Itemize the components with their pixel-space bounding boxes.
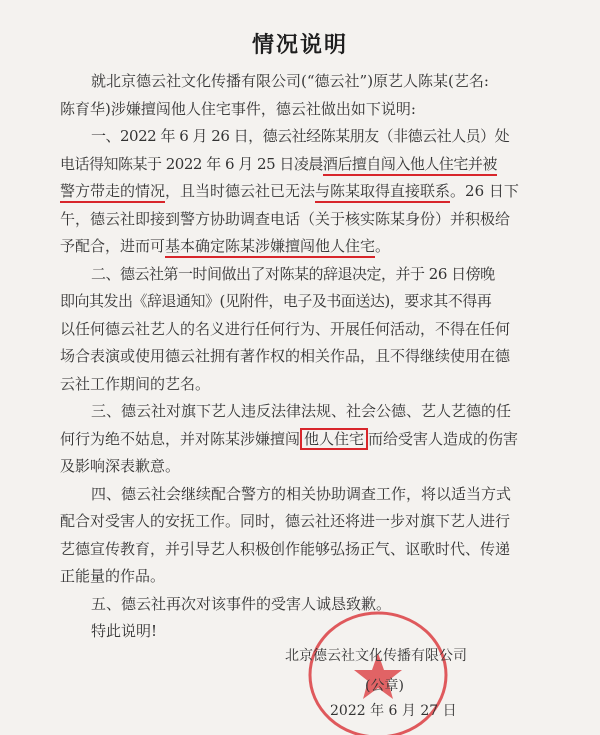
seal-label: (公章): [365, 678, 404, 694]
paragraph-line-highlighted: 电话得知陈某于 2022 年 6 月 25 日凌晨酒后擅自闯入他人住宅并被: [60, 151, 538, 179]
highlight-underline: 酒后擅自闯入他人住宅并被: [323, 155, 497, 176]
paragraph-line: 艺德宣传教育，并引导艺人积极创作能够弘扬正气、讴歌时代、传递: [60, 539, 511, 558]
paragraph-line-highlighted: 何行为绝不姑息，并对陈某涉嫌擅闯 他人住宅 而给受害人造成的伤害: [60, 429, 519, 448]
paragraph-line: 午，德云社即接到警方协助调查电话（关于核实陈某身份）并积极给: [60, 209, 511, 228]
paragraph-line: 及影响深表歉意。: [60, 457, 181, 475]
document-title: 情况说明: [251, 32, 348, 58]
paragraph-line: 二、德云社第一时间做出了对陈某的辞退决定，并于 26 日傍晚: [91, 264, 495, 283]
highlight-underline: 与陈某取得直接联系: [315, 182, 450, 203]
paragraph-line: 三、德云社对旗下艺人违反法律法规、社会公德、艺人艺德的任: [91, 402, 512, 420]
paragraph-line: 四、德云社会继续配合警方的相关协助调查工作，将以适当方式: [91, 484, 512, 503]
paragraph-line: 配合对受害人的安抚工作。同时，德云社还将进一步对旗下艺人进行: [60, 512, 511, 530]
paragraph-line-highlighted: 予配合，进而可基本确定陈某涉嫌擅闯他人住宅。: [60, 233, 538, 261]
paragraph-line: 场合表演或使用德云社拥有著作权的相关作品，且不得继续使用在德: [60, 347, 511, 365]
paragraph-line-highlighted: 警方带走的情况，且当时德云社已无法与陈某取得直接联系。26 日下: [60, 178, 538, 206]
paragraph-line: 云社工作期间的艺名。: [60, 374, 211, 393]
paragraph-line: 一、2022 年 6 月 26 日，德云社经陈某朋友（非德云社人员）处: [91, 127, 510, 145]
paragraph-line: 五、德云社再次对该事件的受害人诚恳致歉。: [91, 594, 392, 613]
paragraph-line: 以任何德云社艺人的名义进行任何行为、开展任何活动，不得在任何: [60, 319, 511, 338]
highlight-box: 他人住宅: [300, 428, 368, 450]
paragraph-line: 即向其发出《辞退通知》(见附件，电子及书面送达)，要求其不得再: [60, 292, 492, 310]
paragraph-line: 陈育华)涉嫌擅闯他人住宅事件，德云社做出如下说明:: [60, 99, 416, 118]
highlight-underline: 警方带走的情况: [60, 182, 165, 203]
paragraph-line: 就北京德云社文化传播有限公司(“德云社”)原艺人陈某(艺名:: [91, 72, 489, 90]
highlight-underline: 基本确定陈某涉嫌擅闯他人住宅: [165, 237, 375, 258]
signature-company: 北京德云社文化传播有限公司: [285, 648, 467, 664]
paragraph-line: 特此说明!: [91, 622, 158, 640]
document-body: [60, 68, 538, 646]
document-date: 2022 年 6 月 27 日: [330, 703, 457, 719]
paragraph-line: 正能量的作品。: [60, 567, 166, 585]
